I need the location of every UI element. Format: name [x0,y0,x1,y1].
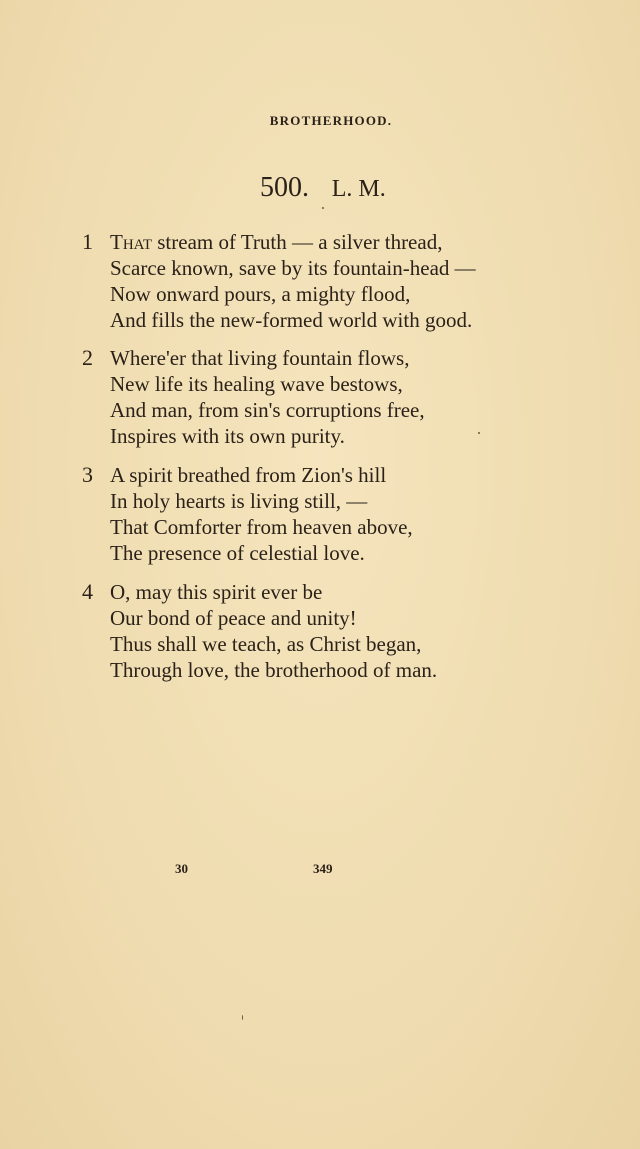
stanza-line: The presence of celestial love. [110,541,365,565]
line-text: stream of Truth — a silver thread, [157,230,443,254]
stanza-number: 4 [82,579,93,604]
running-head: BROTHERHOOD. [269,113,393,128]
stanza-line: Inspires with its own purity. [110,424,345,448]
hymn-number: 500. [260,172,309,203]
stanza-1 [82,229,582,333]
hymn-meter: L. M. [331,176,386,202]
stanza-line: Scarce known, save by its fountain-head — [110,256,476,280]
paper-speck [322,207,324,209]
stanza-line: A spirit breathed from Zion's hill [110,463,387,487]
stanza-number: 2 [82,345,93,370]
stanza-line: O, may this spirit ever be [110,580,323,604]
stanza-line: Where'er that living fountain flows, [110,346,410,370]
page-number: 349 [313,861,333,876]
signature-mark: 30 [175,861,188,876]
stanza-line: Our bond of peace and unity! [110,606,357,630]
first-word: That [110,230,152,254]
stanza-number: 1 [82,229,93,254]
stanza-line: And fills the new-formed world with good. [110,308,473,332]
stanza-line [82,229,582,255]
stanza-line: Thus shall we teach, as Christ began, [110,632,422,656]
stanza-line: Through love, the brotherhood of man. [110,658,438,682]
stanza-line: In holy hearts is living still, — [110,489,368,513]
stanza-3 [82,462,582,566]
stanza-2 [82,345,582,449]
stanza-line: That Comforter from heaven above, [110,515,413,539]
stanza-line: Now onward pours, a mighty flood, [110,282,411,306]
paper-speck [242,1015,243,1020]
paper-speck [478,432,480,434]
stanza-line: And man, from sin's corruptions free, [110,398,425,422]
stanza-number: 3 [82,462,93,487]
hymn-heading [260,172,386,204]
stanza-line: New life its healing wave bestows, [110,372,403,396]
stanza-4 [82,579,582,683]
